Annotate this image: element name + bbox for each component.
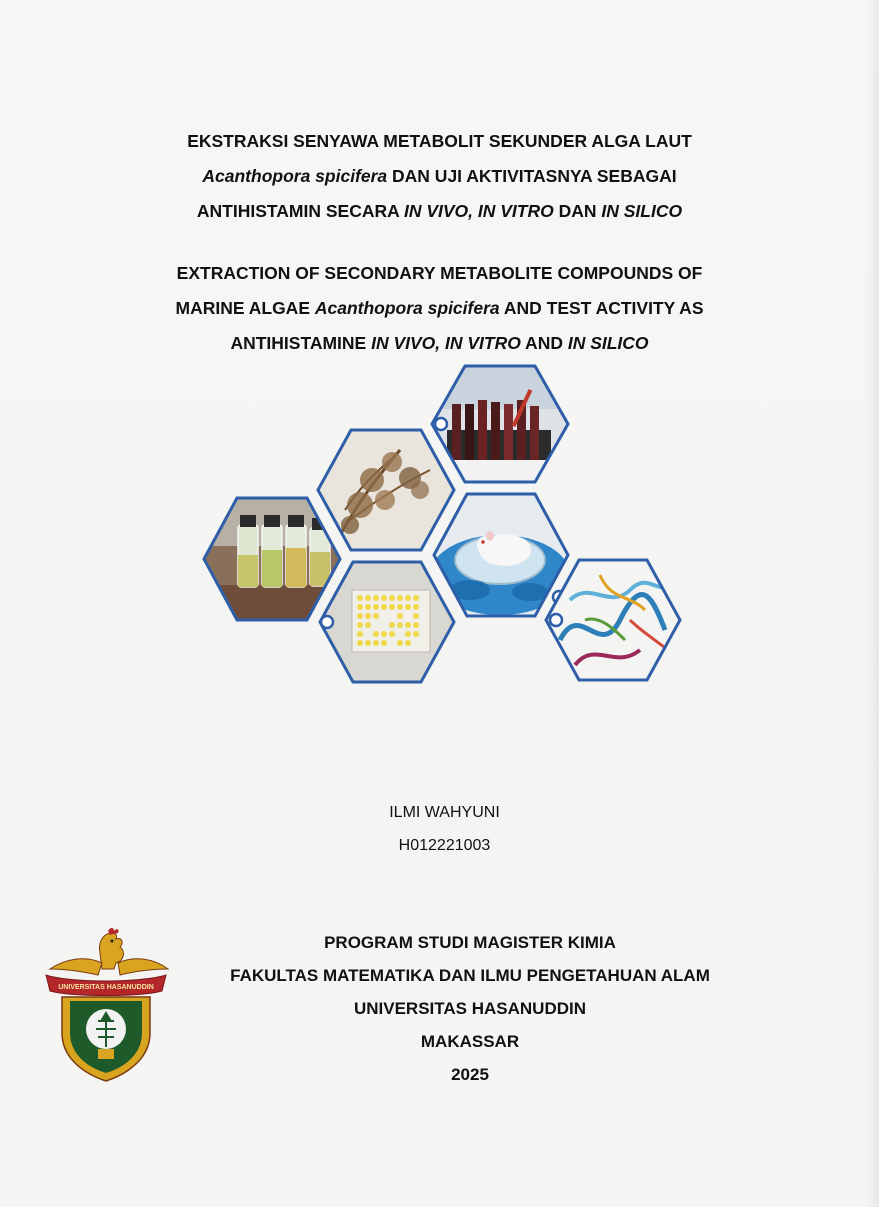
student-id: H012221003 — [398, 837, 491, 854]
institution-block — [190, 926, 750, 1091]
title-en-line-2: MARINE ALGAE Acanthopora spicifera AND TEST ACTIVITY AS — [175, 298, 704, 318]
title-id-line-3: ANTIHISTAMIN SECARA IN VIVO, IN VITRO DAN IN SILICO — [196, 201, 683, 221]
university-name: UNIVERSITAS HASANUDDIN — [353, 999, 587, 1018]
city-name: MAKASSAR — [420, 1032, 520, 1051]
title-id-line-2: Acanthopora spicifera DAN UJI AKTIVITASNYA SEBAGAI — [202, 166, 677, 186]
hex-photo-lab-mouse — [430, 492, 572, 618]
faculty-name: FAKULTAS MATEMATIKA DAN ILMU PENGETAHUAN ALAM — [230, 966, 710, 985]
hex-photo-well-plate — [318, 560, 458, 684]
university-logo — [40, 925, 172, 1085]
hex-photo-protein-structure — [544, 558, 684, 682]
title-english — [0, 256, 879, 361]
title-en-line-3: ANTIHISTAMINE IN VIVO, IN VITRO AND IN SILICO — [230, 333, 649, 353]
title-id-line-1: EKSTRAKSI SENYAWA METABOLIT SEKUNDER ALGA LAUT — [187, 131, 692, 151]
hex-photo-extract-vials — [202, 496, 342, 622]
logo-ribbon-text: UNIVERSITAS HASANUDDIN — [58, 984, 154, 991]
author-name: ILMI WAHYUNI — [389, 804, 500, 821]
year: 2025 — [451, 1065, 489, 1084]
title-en-line-1: EXTRACTION OF SECONDARY METABOLITE COMPOUNDS OF — [176, 263, 703, 283]
hex-photo-seaweed — [316, 428, 456, 552]
author-block — [0, 796, 879, 862]
study-program: PROGRAM STUDI MAGISTER KIMIA — [324, 933, 616, 952]
hex-photo-test-tubes — [430, 364, 570, 484]
title-indonesian — [0, 124, 879, 229]
